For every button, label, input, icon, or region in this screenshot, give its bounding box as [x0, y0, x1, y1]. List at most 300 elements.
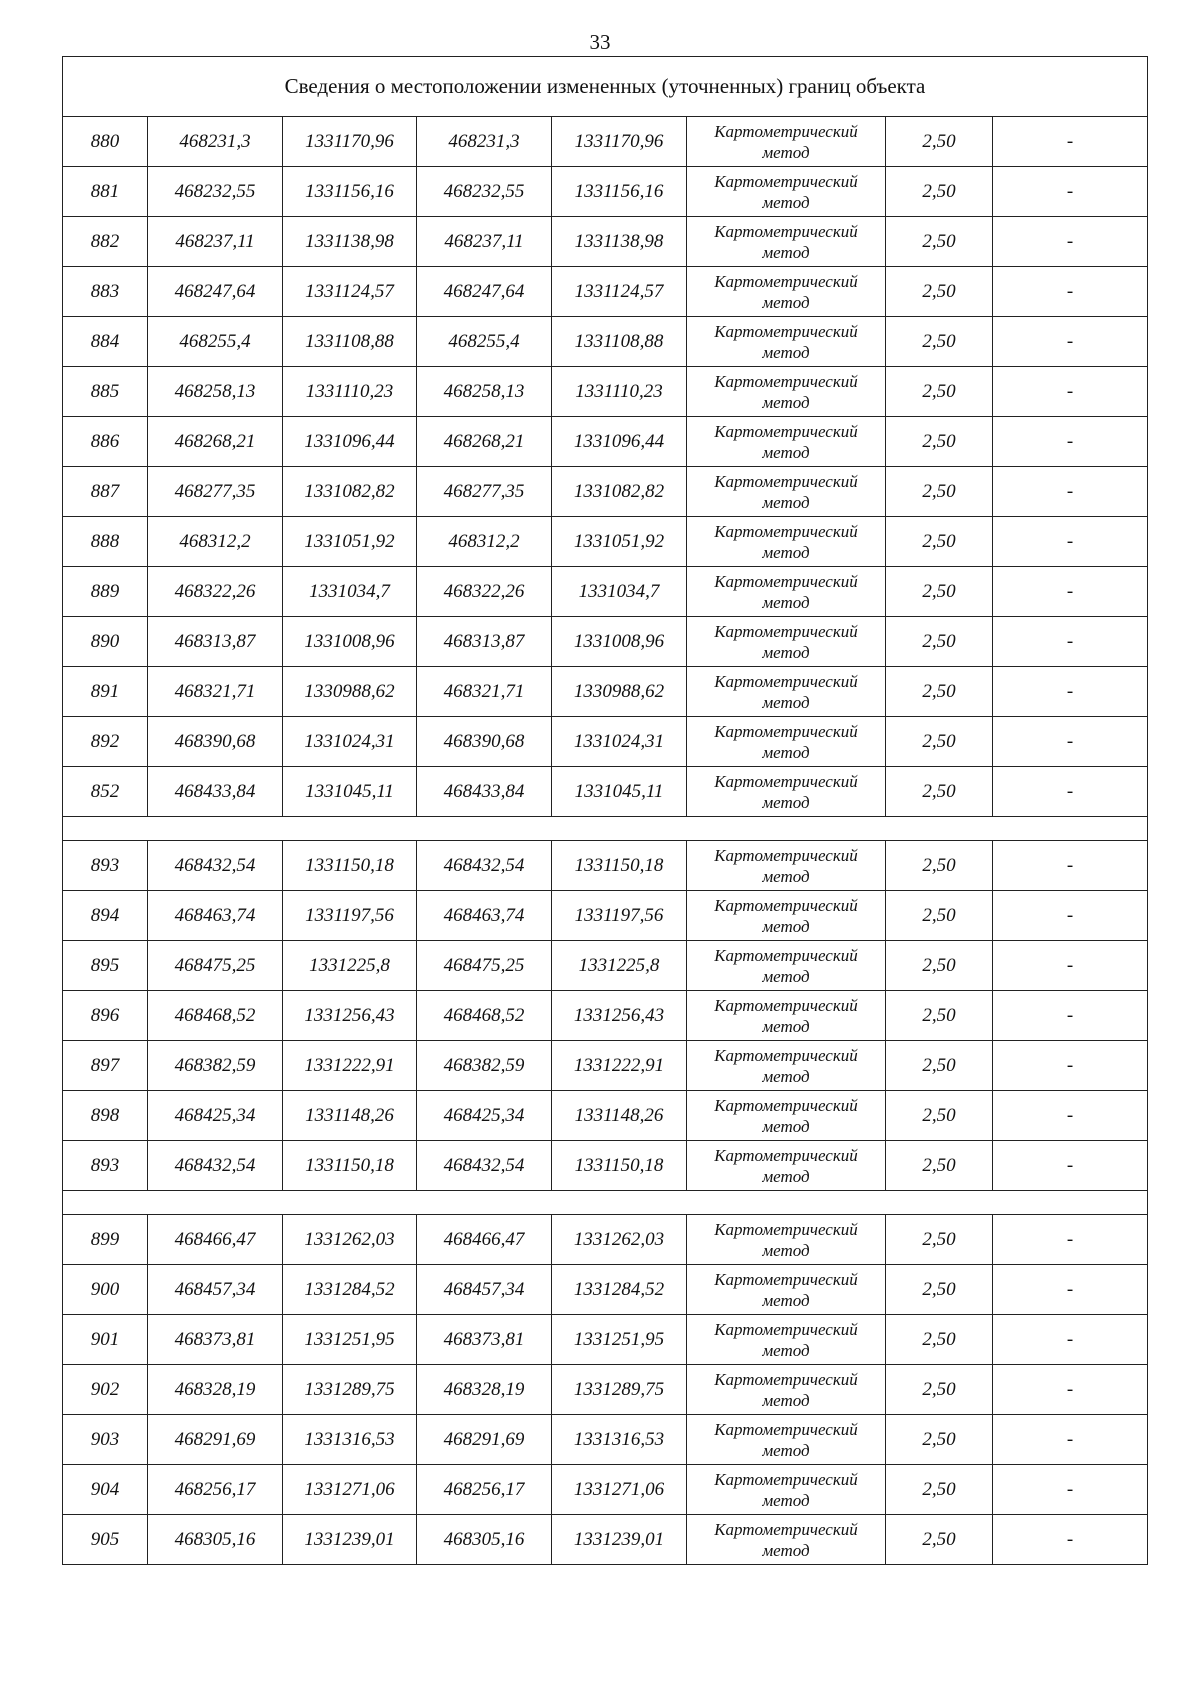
- method-line-2: метод: [762, 1390, 810, 1410]
- y-refined-cell: 1331138,98: [552, 217, 687, 267]
- x-refined-cell: 468305,16: [417, 1515, 552, 1565]
- point-number-cell: 852: [63, 767, 148, 817]
- method-line-1: Картометрический: [714, 1269, 858, 1289]
- method-cell: [687, 1315, 886, 1365]
- method-cell: [687, 217, 886, 267]
- method-line-1: Картометрический: [714, 121, 858, 141]
- accuracy-cell: 2,50: [886, 1041, 993, 1091]
- method-line-1: Картометрический: [714, 721, 858, 741]
- accuracy-cell: 2,50: [886, 467, 993, 517]
- y-existing-cell: 1331138,98: [283, 217, 417, 267]
- method-cell: [687, 117, 886, 167]
- table-row: [63, 267, 1148, 317]
- x-existing-cell: 468237,11: [148, 217, 283, 267]
- y-refined-cell: 1331197,56: [552, 891, 687, 941]
- x-existing-cell: 468382,59: [148, 1041, 283, 1091]
- x-existing-cell: 468305,16: [148, 1515, 283, 1565]
- point-number-cell: 900: [63, 1265, 148, 1315]
- x-refined-cell: 468373,81: [417, 1315, 552, 1365]
- method-line-2: метод: [762, 866, 810, 886]
- point-number-cell: 892: [63, 717, 148, 767]
- method-line-1: Картометрический: [714, 1519, 858, 1539]
- boundary-table: [62, 56, 1148, 1565]
- description-cell: -: [993, 117, 1148, 167]
- table-row: [63, 367, 1148, 417]
- accuracy-cell: 2,50: [886, 417, 993, 467]
- y-existing-cell: 1331024,31: [283, 717, 417, 767]
- point-number-cell: 880: [63, 117, 148, 167]
- method-line-2: метод: [762, 1016, 810, 1036]
- x-existing-cell: 468468,52: [148, 991, 283, 1041]
- table-body: [63, 57, 1148, 1565]
- description-cell: -: [993, 1141, 1148, 1191]
- x-existing-cell: 468390,68: [148, 717, 283, 767]
- y-refined-cell: 1331051,92: [552, 517, 687, 567]
- method-line-2: метод: [762, 1116, 810, 1136]
- x-refined-cell: 468232,55: [417, 167, 552, 217]
- method-line-2: метод: [762, 916, 810, 936]
- point-number-cell: 881: [63, 167, 148, 217]
- method-line-1: Картометрический: [714, 995, 858, 1015]
- table-row: [63, 667, 1148, 717]
- table-row: [63, 991, 1148, 1041]
- method-line-2: метод: [762, 342, 810, 362]
- method-line-1: Картометрический: [714, 671, 858, 691]
- method-line-2: метод: [762, 1490, 810, 1510]
- y-refined-cell: 1331034,7: [552, 567, 687, 617]
- table-row: [63, 891, 1148, 941]
- separator-cell: [63, 817, 1148, 841]
- table-row: [63, 517, 1148, 567]
- accuracy-cell: 2,50: [886, 717, 993, 767]
- y-refined-cell: 1331271,06: [552, 1465, 687, 1515]
- method-line-2: метод: [762, 1240, 810, 1260]
- method-line-2: метод: [762, 742, 810, 762]
- point-number-cell: 891: [63, 667, 148, 717]
- contour-separator-row: [63, 817, 1148, 841]
- y-existing-cell: 1331197,56: [283, 891, 417, 941]
- y-existing-cell: 1331170,96: [283, 117, 417, 167]
- x-existing-cell: 468432,54: [148, 1141, 283, 1191]
- x-refined-cell: 468457,34: [417, 1265, 552, 1315]
- method-line-2: метод: [762, 1290, 810, 1310]
- y-existing-cell: 1331271,06: [283, 1465, 417, 1515]
- y-existing-cell: 1331316,53: [283, 1415, 417, 1465]
- x-existing-cell: 468466,47: [148, 1215, 283, 1265]
- method-cell: [687, 567, 886, 617]
- y-refined-cell: 1331289,75: [552, 1365, 687, 1415]
- method-cell: [687, 1091, 886, 1141]
- description-cell: -: [993, 517, 1148, 567]
- x-existing-cell: 468321,71: [148, 667, 283, 717]
- table-row: [63, 1415, 1148, 1465]
- method-line-1: Картометрический: [714, 321, 858, 341]
- x-existing-cell: 468328,19: [148, 1365, 283, 1415]
- method-line-1: Картометрический: [714, 371, 858, 391]
- method-line-2: метод: [762, 192, 810, 212]
- method-line-1: Картометрический: [714, 771, 858, 791]
- method-line-1: Картометрический: [714, 1219, 858, 1239]
- point-number-cell: 898: [63, 1091, 148, 1141]
- method-cell: [687, 467, 886, 517]
- method-line-1: Картометрический: [714, 1419, 858, 1439]
- x-existing-cell: 468268,21: [148, 417, 283, 467]
- x-existing-cell: 468432,54: [148, 841, 283, 891]
- point-number-cell: 882: [63, 217, 148, 267]
- table-row: [63, 767, 1148, 817]
- description-cell: -: [993, 367, 1148, 417]
- method-cell: [687, 717, 886, 767]
- table-row: [63, 217, 1148, 267]
- accuracy-cell: 2,50: [886, 517, 993, 567]
- description-cell: -: [993, 667, 1148, 717]
- table-row: [63, 941, 1148, 991]
- x-refined-cell: 468382,59: [417, 1041, 552, 1091]
- method-line-1: Картометрический: [714, 1469, 858, 1489]
- point-number-cell: 883: [63, 267, 148, 317]
- accuracy-cell: 2,50: [886, 217, 993, 267]
- y-existing-cell: 1331150,18: [283, 1141, 417, 1191]
- table-title: Сведения о местоположении измененных (уточненных) границ объекта: [63, 57, 1148, 117]
- method-cell: [687, 1465, 886, 1515]
- contour-separator-row: [63, 1191, 1148, 1215]
- table-row: [63, 841, 1148, 891]
- description-cell: -: [993, 417, 1148, 467]
- table-row: [63, 1141, 1148, 1191]
- description-cell: -: [993, 717, 1148, 767]
- method-line-2: метод: [762, 692, 810, 712]
- x-refined-cell: 468390,68: [417, 717, 552, 767]
- x-refined-cell: 468328,19: [417, 1365, 552, 1415]
- y-refined-cell: 1331148,26: [552, 1091, 687, 1141]
- method-line-2: метод: [762, 966, 810, 986]
- description-cell: -: [993, 1465, 1148, 1515]
- point-number-cell: 905: [63, 1515, 148, 1565]
- point-number-cell: 902: [63, 1365, 148, 1415]
- method-cell: [687, 267, 886, 317]
- point-number-cell: 893: [63, 841, 148, 891]
- description-cell: -: [993, 617, 1148, 667]
- y-existing-cell: 1331108,88: [283, 317, 417, 367]
- x-existing-cell: 468475,25: [148, 941, 283, 991]
- accuracy-cell: 2,50: [886, 767, 993, 817]
- method-line-2: метод: [762, 292, 810, 312]
- method-cell: [687, 1415, 886, 1465]
- description-cell: -: [993, 841, 1148, 891]
- method-line-1: Картометрический: [714, 945, 858, 965]
- table-row: [63, 1315, 1148, 1365]
- accuracy-cell: 2,50: [886, 841, 993, 891]
- y-existing-cell: 1331096,44: [283, 417, 417, 467]
- point-number-cell: 894: [63, 891, 148, 941]
- method-line-1: Картометрический: [714, 221, 858, 241]
- table-row: [63, 1215, 1148, 1265]
- x-existing-cell: 468247,64: [148, 267, 283, 317]
- accuracy-cell: 2,50: [886, 1091, 993, 1141]
- method-line-1: Картометрический: [714, 171, 858, 191]
- x-refined-cell: 468313,87: [417, 617, 552, 667]
- x-existing-cell: 468313,87: [148, 617, 283, 667]
- method-line-2: метод: [762, 242, 810, 262]
- y-existing-cell: 1331256,43: [283, 991, 417, 1041]
- method-cell: [687, 1515, 886, 1565]
- table-row: [63, 117, 1148, 167]
- page-number: 33: [589, 30, 611, 54]
- y-refined-cell: 1331239,01: [552, 1515, 687, 1565]
- y-refined-cell: 1331082,82: [552, 467, 687, 517]
- table-row: [63, 617, 1148, 667]
- method-cell: [687, 1365, 886, 1415]
- method-cell: [687, 1265, 886, 1315]
- method-cell: [687, 417, 886, 467]
- method-line-2: метод: [762, 1340, 810, 1360]
- method-cell: [687, 1041, 886, 1091]
- y-existing-cell: 1331082,82: [283, 467, 417, 517]
- separator-cell: [63, 1191, 1148, 1215]
- point-number-cell: 886: [63, 417, 148, 467]
- accuracy-cell: 2,50: [886, 891, 993, 941]
- method-line-1: Картометрический: [714, 1095, 858, 1115]
- point-number-cell: 899: [63, 1215, 148, 1265]
- y-refined-cell: 1331150,18: [552, 841, 687, 891]
- method-line-1: Картометрический: [714, 571, 858, 591]
- y-refined-cell: 1331124,57: [552, 267, 687, 317]
- method-line-2: метод: [762, 542, 810, 562]
- x-refined-cell: 468231,3: [417, 117, 552, 167]
- y-refined-cell: 1331108,88: [552, 317, 687, 367]
- x-existing-cell: 468322,26: [148, 567, 283, 617]
- method-cell: [687, 1141, 886, 1191]
- y-existing-cell: 1331289,75: [283, 1365, 417, 1415]
- method-line-1: Картометрический: [714, 521, 858, 541]
- y-refined-cell: 1331110,23: [552, 367, 687, 417]
- method-line-2: метод: [762, 1166, 810, 1186]
- table-row: [63, 1265, 1148, 1315]
- point-number-cell: 901: [63, 1315, 148, 1365]
- y-refined-cell: 1331262,03: [552, 1215, 687, 1265]
- x-refined-cell: 468312,2: [417, 517, 552, 567]
- y-refined-cell: 1331251,95: [552, 1315, 687, 1365]
- table-row: [63, 1091, 1148, 1141]
- x-existing-cell: 468433,84: [148, 767, 283, 817]
- table-row: [63, 1515, 1148, 1565]
- description-cell: -: [993, 267, 1148, 317]
- description-cell: -: [993, 941, 1148, 991]
- point-number-cell: 884: [63, 317, 148, 367]
- method-line-2: метод: [762, 1440, 810, 1460]
- method-cell: [687, 167, 886, 217]
- y-existing-cell: 1331284,52: [283, 1265, 417, 1315]
- x-refined-cell: 468256,17: [417, 1465, 552, 1515]
- x-existing-cell: 468291,69: [148, 1415, 283, 1465]
- method-line-1: Картометрический: [714, 271, 858, 291]
- table-row: [63, 317, 1148, 367]
- y-refined-cell: 1331170,96: [552, 117, 687, 167]
- description-cell: -: [993, 1365, 1148, 1415]
- x-existing-cell: 468258,13: [148, 367, 283, 417]
- y-refined-cell: 1330988,62: [552, 667, 687, 717]
- y-refined-cell: 1331008,96: [552, 617, 687, 667]
- x-refined-cell: 468475,25: [417, 941, 552, 991]
- x-existing-cell: 468231,3: [148, 117, 283, 167]
- method-line-1: Картометрический: [714, 895, 858, 915]
- description-cell: -: [993, 991, 1148, 1041]
- point-number-cell: 889: [63, 567, 148, 617]
- table-row: [63, 417, 1148, 467]
- y-existing-cell: 1331051,92: [283, 517, 417, 567]
- accuracy-cell: 2,50: [886, 117, 993, 167]
- accuracy-cell: 2,50: [886, 1265, 993, 1315]
- x-refined-cell: 468466,47: [417, 1215, 552, 1265]
- y-refined-cell: 1331284,52: [552, 1265, 687, 1315]
- y-existing-cell: 1331225,8: [283, 941, 417, 991]
- y-existing-cell: 1331150,18: [283, 841, 417, 891]
- x-refined-cell: 468321,71: [417, 667, 552, 717]
- x-refined-cell: 468258,13: [417, 367, 552, 417]
- table-title-row: [63, 57, 1148, 117]
- accuracy-cell: 2,50: [886, 617, 993, 667]
- x-existing-cell: 468256,17: [148, 1465, 283, 1515]
- method-line-2: метод: [762, 442, 810, 462]
- y-refined-cell: 1331316,53: [552, 1415, 687, 1465]
- method-cell: [687, 767, 886, 817]
- point-number-cell: 896: [63, 991, 148, 1041]
- x-existing-cell: 468373,81: [148, 1315, 283, 1365]
- table-row: [63, 467, 1148, 517]
- accuracy-cell: 2,50: [886, 167, 993, 217]
- point-number-cell: 887: [63, 467, 148, 517]
- description-cell: -: [993, 167, 1148, 217]
- method-cell: [687, 367, 886, 417]
- x-existing-cell: 468425,34: [148, 1091, 283, 1141]
- description-cell: -: [993, 1041, 1148, 1091]
- table-row: [63, 1365, 1148, 1415]
- y-existing-cell: 1331262,03: [283, 1215, 417, 1265]
- accuracy-cell: 2,50: [886, 667, 993, 717]
- method-line-1: Картометрический: [714, 1369, 858, 1389]
- description-cell: -: [993, 567, 1148, 617]
- accuracy-cell: 2,50: [886, 1141, 993, 1191]
- accuracy-cell: 2,50: [886, 991, 993, 1041]
- y-existing-cell: 1331045,11: [283, 767, 417, 817]
- point-number-cell: 903: [63, 1415, 148, 1465]
- table-row: [63, 167, 1148, 217]
- x-refined-cell: 468322,26: [417, 567, 552, 617]
- y-existing-cell: 1331008,96: [283, 617, 417, 667]
- y-existing-cell: 1331110,23: [283, 367, 417, 417]
- method-cell: [687, 991, 886, 1041]
- method-cell: [687, 841, 886, 891]
- method-line-1: Картометрический: [714, 1145, 858, 1165]
- accuracy-cell: 2,50: [886, 1315, 993, 1365]
- method-line-2: метод: [762, 392, 810, 412]
- description-cell: -: [993, 1265, 1148, 1315]
- x-refined-cell: 468432,54: [417, 1141, 552, 1191]
- point-number-cell: 890: [63, 617, 148, 667]
- description-cell: -: [993, 217, 1148, 267]
- accuracy-cell: 2,50: [886, 367, 993, 417]
- x-refined-cell: 468463,74: [417, 891, 552, 941]
- y-existing-cell: 1331156,16: [283, 167, 417, 217]
- table-row: [63, 1465, 1148, 1515]
- accuracy-cell: 2,50: [886, 567, 993, 617]
- x-refined-cell: 468291,69: [417, 1415, 552, 1465]
- point-number-cell: 897: [63, 1041, 148, 1091]
- method-line-1: Картометрический: [714, 1319, 858, 1339]
- method-line-2: метод: [762, 1066, 810, 1086]
- y-existing-cell: 1331251,95: [283, 1315, 417, 1365]
- x-existing-cell: 468312,2: [148, 517, 283, 567]
- table-row: [63, 717, 1148, 767]
- y-existing-cell: 1331222,91: [283, 1041, 417, 1091]
- accuracy-cell: 2,50: [886, 1515, 993, 1565]
- point-number-cell: 895: [63, 941, 148, 991]
- y-refined-cell: 1331156,16: [552, 167, 687, 217]
- description-cell: -: [993, 1415, 1148, 1465]
- y-existing-cell: 1331148,26: [283, 1091, 417, 1141]
- x-refined-cell: 468432,54: [417, 841, 552, 891]
- x-existing-cell: 468232,55: [148, 167, 283, 217]
- x-refined-cell: 468237,11: [417, 217, 552, 267]
- x-existing-cell: 468463,74: [148, 891, 283, 941]
- x-refined-cell: 468255,4: [417, 317, 552, 367]
- method-line-1: Картометрический: [714, 1045, 858, 1065]
- method-cell: [687, 941, 886, 991]
- x-existing-cell: 468255,4: [148, 317, 283, 367]
- method-line-1: Картометрический: [714, 621, 858, 641]
- description-cell: -: [993, 1091, 1148, 1141]
- y-refined-cell: 1331222,91: [552, 1041, 687, 1091]
- method-cell: [687, 667, 886, 717]
- method-line-2: метод: [762, 492, 810, 512]
- method-cell: [687, 1215, 886, 1265]
- method-line-2: метод: [762, 142, 810, 162]
- point-number-cell: 904: [63, 1465, 148, 1515]
- method-line-1: Картометрический: [714, 471, 858, 491]
- y-existing-cell: 1330988,62: [283, 667, 417, 717]
- y-refined-cell: 1331256,43: [552, 991, 687, 1041]
- method-cell: [687, 891, 886, 941]
- method-line-2: метод: [762, 592, 810, 612]
- accuracy-cell: 2,50: [886, 1215, 993, 1265]
- description-cell: -: [993, 317, 1148, 367]
- point-number-cell: 893: [63, 1141, 148, 1191]
- method-cell: [687, 517, 886, 567]
- accuracy-cell: 2,50: [886, 1465, 993, 1515]
- y-refined-cell: 1331096,44: [552, 417, 687, 467]
- y-existing-cell: 1331124,57: [283, 267, 417, 317]
- method-line-1: Картометрический: [714, 845, 858, 865]
- x-refined-cell: 468468,52: [417, 991, 552, 1041]
- accuracy-cell: 2,50: [886, 941, 993, 991]
- method-line-2: метод: [762, 1540, 810, 1560]
- x-existing-cell: 468457,34: [148, 1265, 283, 1315]
- accuracy-cell: 2,50: [886, 317, 993, 367]
- y-refined-cell: 1331024,31: [552, 717, 687, 767]
- description-cell: -: [993, 1515, 1148, 1565]
- method-line-2: метод: [762, 642, 810, 662]
- method-cell: [687, 317, 886, 367]
- method-line-1: Картометрический: [714, 421, 858, 441]
- y-refined-cell: 1331150,18: [552, 1141, 687, 1191]
- accuracy-cell: 2,50: [886, 1365, 993, 1415]
- description-cell: -: [993, 1215, 1148, 1265]
- x-refined-cell: 468433,84: [417, 767, 552, 817]
- description-cell: -: [993, 467, 1148, 517]
- description-cell: -: [993, 891, 1148, 941]
- y-existing-cell: 1331034,7: [283, 567, 417, 617]
- y-refined-cell: 1331045,11: [552, 767, 687, 817]
